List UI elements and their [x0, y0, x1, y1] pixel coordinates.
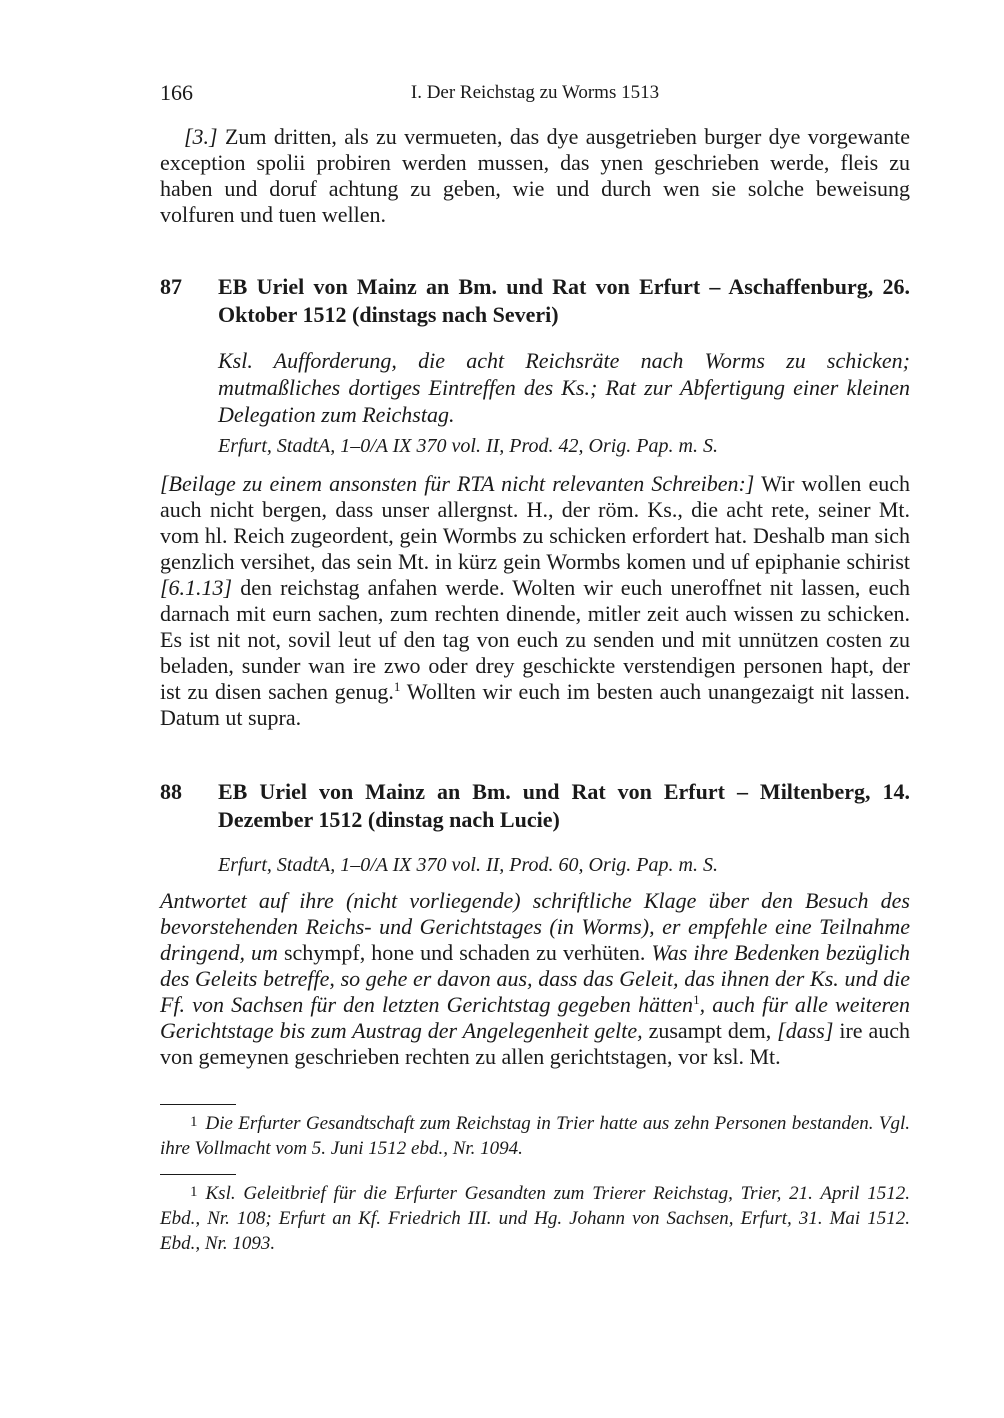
opening-paragraph [160, 124, 910, 228]
editorial-insertion: [dass] [777, 1018, 834, 1043]
date-annotation: [6.1.13] [160, 575, 233, 600]
footnote-separator [160, 1104, 236, 1105]
document-87-body-text [160, 471, 910, 731]
body-text-segment: den reichstag anfahen werde. Wolten wir euch uneroffnet nit lassen, euch darnach mit eurn sachen, zum rechten dinende, mitler zeit auch wissen zu schicken. Es ist nit not, sovil leut uf den tag von euch zu senden und mit unnützen costen zu beladen, sunder wan ire zwo oder drey geschickte verstendigen personen hapt, der ist zu disen sachen genug. [160, 575, 910, 704]
document-87-regest: Ksl. Aufforderung, die acht Reichsräte nach Worms zu schicken; mutmaßliches dortiges Eintreffen des Ks.; Rat zur Abfertigung einer kleinen Delegation zum Reichstag. [218, 348, 910, 427]
opening-paragraph-body: Zum dritten, als zu vermueten, das dye ausgetrieben burger dye vorgewante exception spolii probiren werden mussen, das ynen geschrieben werde, fleis zu haben und doruf achtung zu geben, wie und durch wen sie solche beweisung volfuren und tuen wellen. [160, 124, 910, 227]
footnote [160, 1180, 910, 1256]
footnote-text: Ksl. Geleitbrief für die Erfurter Gesandten zum Trierer Reichstag, Trier, 21. April 1512. Ebd., Nr. 108; Erfurt an Kf. Friedrich III. und Hg. Johann von Sachsen, Erfurt, 31. Mai 1512. Ebd., Nr. 1093. [160, 1183, 910, 1254]
running-head [160, 80, 910, 110]
body-text-segment: zusampt dem, [642, 1018, 778, 1043]
document-title: EB Uriel von Mainz an Bm. und Rat von Erfurt – Aschaffenburg, 26. Oktober 1512 (dinstags nach Severi) [218, 274, 910, 327]
document-number: 88 [160, 779, 182, 804]
paragraph-marker: [3.] [184, 124, 218, 149]
footnote-separator [160, 1174, 236, 1175]
footnote-reference: 1 [393, 679, 401, 694]
body-text-segment: schympf, hone und schaden zu verhüten. [277, 940, 652, 965]
document-number: 87 [160, 274, 182, 299]
document-88-body-text [160, 888, 910, 1070]
body-text-segment: Wollten wir euch im besten auch unangezaigt nit lassen. Datum ut supra. [160, 679, 911, 730]
footnote-number: 1 [190, 1184, 198, 1200]
regest-text-segment: , auch für alle weiteren Gerichtstage bis zum Austrag der Angelegenheit gelte, [160, 992, 910, 1043]
document-88-body [160, 888, 910, 1070]
body-text-segment: ire auch von gemeynen geschrieben rechten zu allen gerichtstagen, vor ksl. Mt. [160, 1018, 911, 1069]
footnote [160, 1110, 910, 1161]
document-87-heading [160, 273, 910, 329]
body-text-segment: Wir wollen euch auch nicht bergen, dass unser allergnst. H., der röm. Ks., die acht rete, seiner Mt. vom hl. Reich zugeordent, gein Wormbs zu schicken erfordert hat. Deshalb man sich genzlich versihet, das sein Mt. in kürz gein Wormbs komen und uf epiphanie schirist [160, 471, 910, 574]
footnote-text: Die Erfurter Gesandtschaft zum Reichstag in Trier hatte aus zehn Personen bestanden. Vgl. ihre Vollmacht vom 5. Juni 1512 ebd., Nr. 1094. [160, 1113, 910, 1159]
document-87-body [160, 471, 910, 731]
regest-text-segment: Was ihre Bedenken bezüglich des Geleits betreffe, so gehe er davon aus, dass das Geleit, das ihnen der Ks. und die Ff. von Sachsen für den letzten Gerichtstag gegeben hätten [160, 940, 911, 1017]
document-88-heading [160, 778, 910, 834]
opening-paragraph-text [160, 124, 910, 228]
page-number: 166 [160, 80, 193, 105]
document-title: EB Uriel von Mainz an Bm. und Rat von Erfurt – Miltenberg, 14. Dezember 1512 (dinstag nach Lucie) [218, 779, 910, 832]
running-head-title: I. Der Reichstag zu Worms 1513 [410, 82, 660, 103]
editorial-note: [Beilage zu einem ansonsten für RTA nicht relevanten Schreiben:] [160, 471, 755, 496]
document-87-source: Erfurt, StadtA, 1–0/A IX 370 vol. II, Prod. 42, Orig. Pap. m. S. [218, 435, 718, 457]
document-88-source: Erfurt, StadtA, 1–0/A IX 370 vol. II, Prod. 60, Orig. Pap. m. S. [218, 854, 718, 876]
footnote-number: 1 [190, 1114, 198, 1130]
regest-text-segment: Antwortet auf ihre (nicht vorliegende) schriftliche Klage über den Besuch des bevorstehenden Reichs- und Gerichtstages (in Worms), er empfehle eine Teilnahme dringend, um [160, 888, 910, 965]
footnote-reference: 1 [693, 992, 700, 1007]
